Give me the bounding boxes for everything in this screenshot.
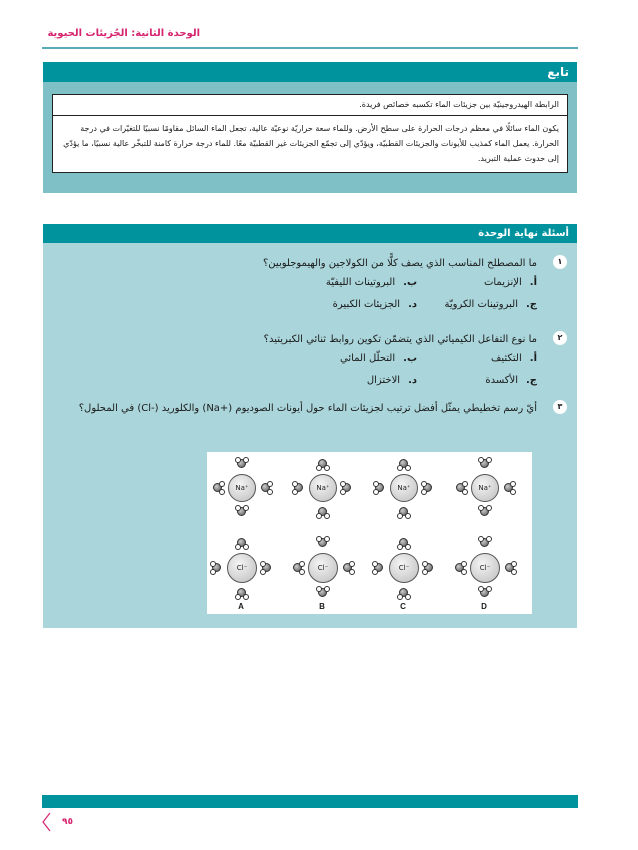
sodium-ion-icon: Na⁺ (471, 474, 499, 502)
header-rule (42, 47, 578, 49)
water-molecule-icon (478, 458, 490, 468)
figure-option-label: D (481, 602, 487, 611)
option-c[interactable]: ج.الأكسدة (485, 375, 537, 386)
page-number: ٩٥ (62, 817, 73, 827)
question-number: ١ (553, 255, 567, 269)
water-molecule-icon (235, 458, 247, 468)
detail-row: يكون الماء سائلًا في معظم درجات الحرارة على سطح الأرض. وللماء سعة حراريّة نوعيّة عالية، تجعل الماء السائل مقاومًا نسبيًا للتغيّرات في درجة الحرارة. يعمل الماء كمذيب للأيونات والجزيئات القطبيّة، ويؤدّي إلى تجمّع الجزيئات غير القطبيّة معًا. للماء درجة حرارة كامنة للتبخّر عالية نسبيًا، ما يؤدّي إلى حدوث عملية التبريد. (63, 124, 559, 163)
water-molecule-icon (211, 482, 223, 492)
question-2 (67, 331, 567, 392)
water-molecule-icon (316, 587, 328, 597)
water-molecule-icon (291, 562, 303, 572)
summary-row: الرابطة الهيدروجينيّة بين جزيئات الماء تكسبه خصائص فريدة. (53, 95, 567, 116)
water-molecule-icon (372, 562, 384, 572)
water-molecule-icon (210, 562, 222, 572)
option-d[interactable]: د.الاختزال (366, 375, 417, 386)
water-molecule-icon (454, 482, 466, 492)
water-molecule-icon (316, 458, 328, 468)
continued-summary-box (43, 62, 577, 193)
water-molecule-icon (259, 482, 271, 492)
summary-table (52, 94, 568, 173)
water-molecule-icon (235, 587, 247, 597)
water-molecule-icon (421, 482, 433, 492)
option-b[interactable]: ب.البروتينات الليفيّة (325, 277, 417, 288)
question-1 (67, 255, 567, 316)
water-molecule-icon (235, 537, 247, 547)
water-molecule-icon (260, 562, 272, 572)
water-molecule-icon (453, 562, 465, 572)
question-text: ما نوع التفاعل الكيميائي الذي يتضمّن تكوين روابط ثنائي الكبريتيد؟ (263, 334, 537, 345)
option-a[interactable]: أ.الإنزيمات (483, 277, 537, 288)
chloride-ion-icon: Cl⁻ (389, 553, 419, 583)
water-molecule-icon (341, 562, 353, 572)
unit-title: الوحدة الثانية: الجُزيئات الحيوية (47, 28, 200, 39)
question-number: ٢ (553, 331, 567, 345)
water-molecule-icon (235, 506, 247, 516)
question-text: أيّ رسم تخطيطي يمثّل أفضل ترتيب لجزيئات الماء حول أيونات الصوديوم (+Na) والكلوريد (-Cl) في المحلول؟ (78, 403, 537, 414)
water-molecule-icon (316, 537, 328, 547)
question-3 (67, 400, 567, 417)
chevron-left-icon[interactable] (40, 811, 54, 833)
option-c[interactable]: ج.البروتينات الكرويّة (444, 299, 537, 310)
question-text: ما المصطلح المناسب الذي يصف كلًّا من الكولاجين والهيموجلوبين؟ (263, 258, 537, 269)
water-molecule-icon (397, 458, 409, 468)
water-molecule-icon (502, 482, 514, 492)
water-molecule-icon (292, 482, 304, 492)
water-molecule-icon (422, 562, 434, 572)
chloride-ion-icon: Cl⁻ (470, 553, 500, 583)
water-molecule-icon (316, 506, 328, 516)
figure-option-label: C (400, 602, 406, 611)
sodium-ion-icon: Na⁺ (309, 474, 337, 502)
continued-box-title: تابع (43, 62, 577, 82)
water-molecule-icon (397, 587, 409, 597)
questions-box-title: أسئلة نهاية الوحدة (43, 224, 577, 243)
question-number: ٣ (553, 400, 567, 414)
water-molecule-icon (478, 537, 490, 547)
option-a[interactable]: أ.التكثيف (491, 353, 537, 364)
water-molecule-icon (397, 506, 409, 516)
figure-option-label: A (238, 602, 244, 611)
sodium-ion-icon: Na⁺ (390, 474, 418, 502)
option-b[interactable]: ب.التحلّل المائي (340, 353, 417, 364)
chloride-ion-icon: Cl⁻ (227, 553, 257, 583)
chloride-ion-icon: Cl⁻ (308, 553, 338, 583)
water-molecule-icon (478, 587, 490, 597)
water-molecule-icon (478, 506, 490, 516)
option-d[interactable]: د.الجزيئات الكبيرة (332, 299, 417, 310)
ion-hydration-figure (207, 452, 532, 614)
footer-bar (42, 795, 578, 808)
water-molecule-icon (373, 482, 385, 492)
water-molecule-icon (503, 562, 515, 572)
water-molecule-icon (397, 537, 409, 547)
sodium-ion-icon: Na⁺ (228, 474, 256, 502)
figure-option-label: B (319, 602, 325, 611)
water-molecule-icon (340, 482, 352, 492)
